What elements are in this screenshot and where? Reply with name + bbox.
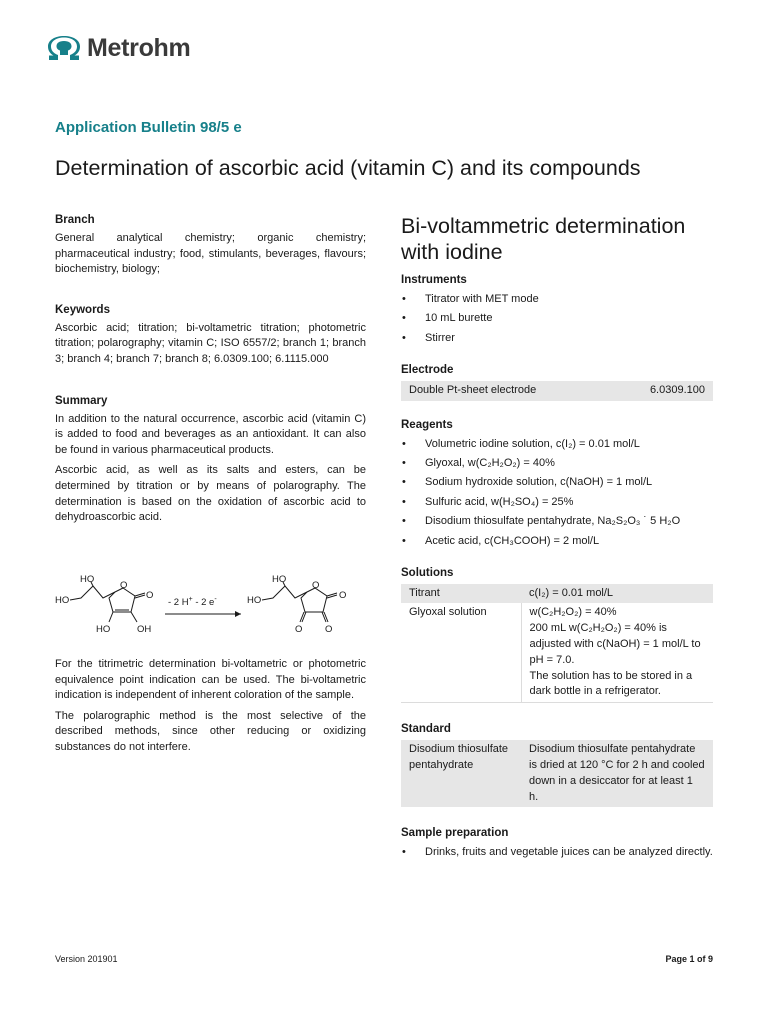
standard-heading: Standard — [401, 723, 451, 736]
summary-heading: Summary — [55, 394, 108, 407]
list-item: • Drinks, fruits and vegetable juices can be analyzed directly. — [401, 845, 713, 860]
reagents-list — [401, 437, 713, 549]
metrohm-logo — [47, 34, 190, 63]
branch-text: General analytical chemistry; organic chemistry; pharmaceutical industry; food, stimulants, beverages, flavours; biochemistry, biology; — [55, 232, 366, 276]
indication-paragraph: For the titrimetric determination bi-voltametric or photometric equivalence point indication can be used. The bi-voltametric indication is independent of inherent coloration of the sample. — [55, 658, 366, 702]
instruments-heading: Instruments — [401, 274, 467, 286]
keto-oxygen-label-1: O — [295, 624, 303, 635]
electrode-number: 6.0309.100 — [610, 381, 713, 401]
standard-name: Disodium thiosulfate pentahydrate — [401, 740, 521, 807]
branch-heading: Branch — [55, 214, 95, 226]
page-title: Determination of ascorbic acid (vitamin C) and its compounds — [55, 156, 641, 180]
ring-oxygen-label: O — [120, 580, 128, 591]
keto-oxygen-label-2: O — [325, 624, 333, 635]
sample-prep-list — [401, 845, 713, 860]
solutions-table — [401, 584, 713, 704]
metrohm-omega-icon — [47, 36, 81, 62]
keywords-text: Ascorbic acid; titration; bi-voltametric titration; photometric titration; polarography; vitamin C; ISO 6557/2; branch 1; branch 3; branch 4; branch 7; branch 8; 6.0309.100; 6.1115.000 — [55, 321, 366, 365]
ascorbic-acid-structure — [55, 574, 153, 635]
list-item: • Acetic acid, c(CH₃COOH) = 2 mol/L — [401, 534, 713, 549]
glyoxal-name: Glyoxal solution — [401, 603, 521, 702]
method-title: Bi-voltammetric determination with iodine — [401, 214, 686, 264]
ho-label-top-product: HO — [272, 574, 287, 585]
ho-label-top: HO — [80, 574, 95, 585]
electrode-heading: Electrode — [401, 363, 454, 376]
brand-name: Metrohm — [87, 34, 191, 62]
instruments-list — [401, 292, 713, 346]
version-label: Version 201901 — [55, 954, 118, 964]
svg-text:- 2 H+ - 2 e-: - 2 H+ - 2 e- — [168, 596, 217, 608]
list-item: • Disodium thiosulfate pentahydrate, Na₂S₂O₃ ˙ 5 H₂O — [401, 514, 713, 529]
left-column — [55, 214, 366, 526]
list-item: • Sodium hydroxide solution, c(NaOH) = 1 mol/L — [401, 475, 713, 490]
electrode-name: Double Pt-sheet electrode — [401, 381, 610, 401]
list-item: • Sulfuric acid, w(H₂SO₄) = 25% — [401, 495, 713, 510]
carbonyl-oxygen-label: O — [146, 590, 154, 601]
list-item: • Glyoxal, w(C₂H₂O₂) = 40% — [401, 456, 713, 471]
reaction-arrow — [165, 596, 241, 617]
carbonyl-oxygen-label-product: O — [339, 590, 347, 601]
polarographic-paragraph: The polarographic method is the most selective of the described methods, since other reducing or oxidizing substances do not interfere. — [55, 709, 366, 753]
ho-label-side: HO — [55, 595, 70, 606]
titrant-value: c(I₂) = 0.01 mol/L — [521, 584, 713, 604]
glyoxal-value: w(C₂H₂O₂) = 40% 200 mL w(C₂H₂O₂) = 40% is adjusted with c(NaOH) = 1 mol/L to pH = 7.0. The solution has to be stored in a dark bottle in a refrigerator. — [521, 603, 713, 702]
page-number: Page 1 of 9 — [665, 954, 713, 964]
list-item: • Titrator with MET mode — [401, 292, 713, 307]
list-item: • Stirrer — [401, 331, 713, 346]
reaction-scheme — [55, 568, 366, 648]
left-column-lower — [55, 657, 366, 756]
electrode-table — [401, 381, 713, 401]
list-item: • 10 mL burette — [401, 311, 713, 326]
summary-paragraph-2: Ascorbic acid, as well as its salts and esters, can be determined by titration or by means of polarography. The determination is based on the oxidation of ascorbic acid to dehydroascorbic acid. — [55, 464, 366, 524]
right-column — [401, 213, 713, 865]
standard-value: Disodium thiosulfate pentahydrate is dried at 120 °C for 2 h and cooled down in a desiccator for at least 1 h. — [521, 740, 713, 807]
reagents-heading: Reagents — [401, 418, 453, 431]
ring-oxygen-label-product: O — [312, 580, 320, 591]
list-item: • Volumetric iodine solution, c(I₂) = 0.01 mol/L — [401, 437, 713, 452]
solutions-heading: Solutions — [401, 566, 454, 579]
ho-label-side-product: HO — [247, 595, 262, 606]
oh-label-bottom: OH — [137, 624, 152, 635]
standard-table — [401, 740, 713, 807]
keywords-heading: Keywords — [55, 303, 110, 316]
titrant-name: Titrant — [401, 584, 521, 604]
bulletin-number: Application Bulletin 98/5 e — [55, 119, 242, 136]
summary-paragraph-1: In addition to the natural occurrence, ascorbic acid (vitamin C) is added to food and beverages as an antioxidant. It can also be found in various pharmaceutical products. — [55, 412, 366, 456]
ho-label-bottom: HO — [96, 624, 111, 635]
sample-prep-heading: Sample preparation — [401, 827, 509, 840]
dehydroascorbic-acid-structure — [247, 574, 346, 635]
